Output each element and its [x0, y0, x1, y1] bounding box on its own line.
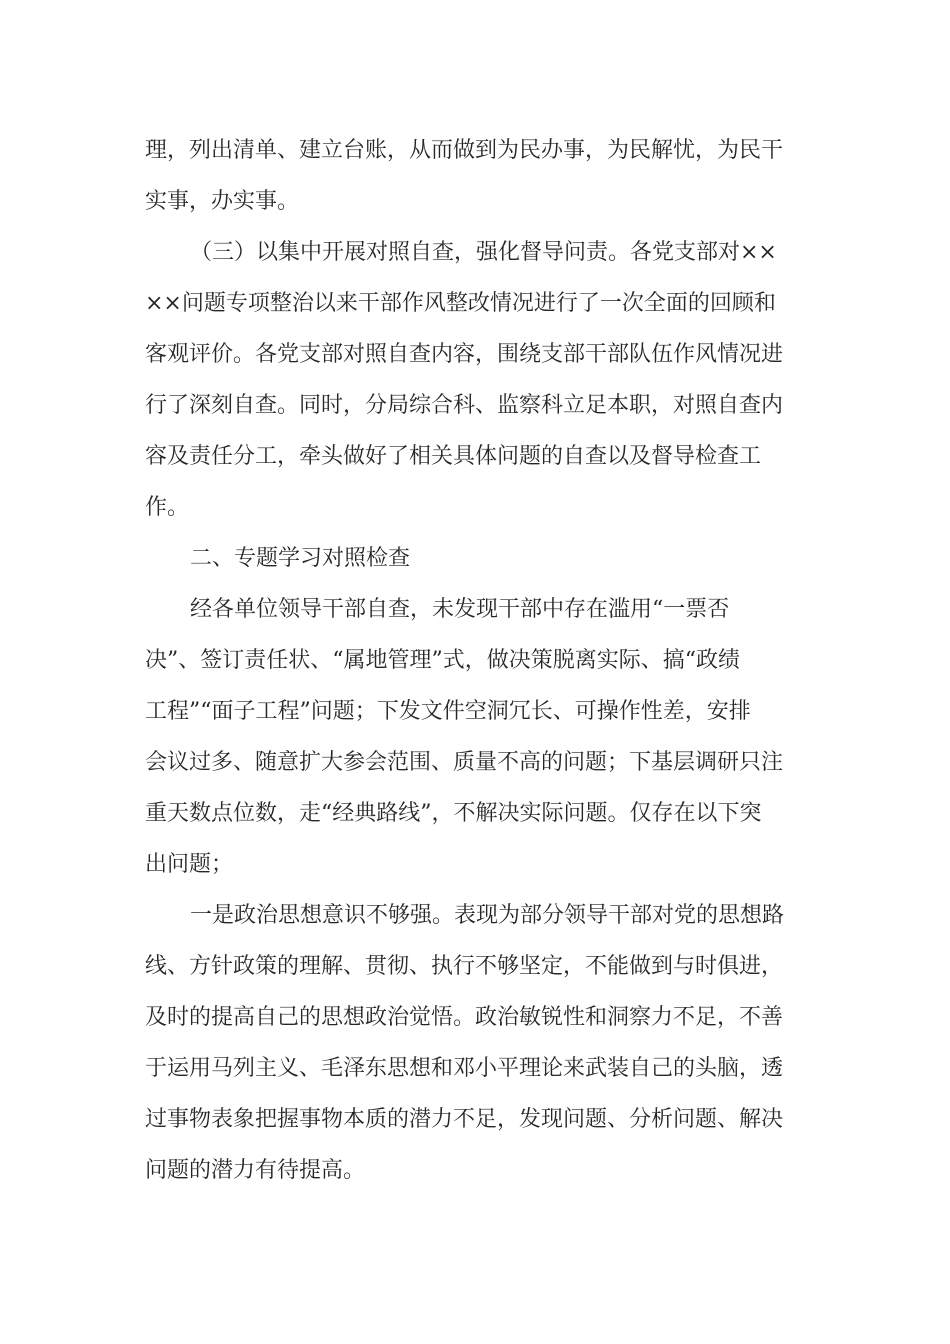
text-line: ××问题专项整治以来干部作风整改情况进行了一次全面的回顾和 [145, 291, 776, 316]
text-line: 经各单位领导干部自查，未发现干部中存在滥用“一票否 [190, 597, 730, 622]
text-line: 行了深刻自查。同时，分局综合科、监察科立足本职，对照自查内 [145, 393, 784, 418]
text-line: 作。 [145, 495, 190, 520]
text-line: 实事，办实事。 [145, 189, 300, 214]
text-line: 及时的提高自己的思想政治觉悟。政治敏锐性和洞察力不足，不善 [145, 1005, 784, 1030]
text-line: 会议过多、随意扩大参会范围、质量不高的问题；下基层调研只注 [145, 750, 784, 775]
text-line: 过事物表象把握事物本质的潜力不足，发现问题、分析问题、解决 [145, 1107, 784, 1132]
text-line: 客观评价。各党支部对照自查内容，围绕支部干部队伍作风情况进 [145, 342, 784, 367]
text-line: 问题的潜力有待提高。 [145, 1158, 366, 1183]
text-line: 一是政治思想意识不够强。表现为部分领导干部对党的思想路 [190, 903, 785, 928]
text-line: 工程”“面子工程”问题；下发文件空洞冗长、可操作性差，安排 [145, 699, 751, 724]
text-line: 容及责任分工，牵头做好了相关具体问题的自查以及督导检查工 [145, 444, 762, 469]
text-line: 线、方针政策的理解、贯彻、执行不够坚定，不能做到与时俱进， [145, 954, 784, 979]
section-heading: 二、专题学习对照检查 [190, 546, 411, 571]
text-line: 决”、签订责任状、“属地管理”式，做决策脱离实际、搞“政绩 [145, 648, 740, 673]
text-line: 于运用马列主义、毛泽东思想和邓小平理论来武装自己的头脑，透 [145, 1056, 784, 1081]
text-line: 理，列出清单、建立台账，从而做到为民办事，为民解忧，为民干 [145, 138, 784, 163]
text-line: 重天数点位数，走“经典路线”，不解决实际问题。仅存在以下突 [145, 801, 762, 826]
text-line: （三）以集中开展对照自查，强化督导问责。各党支部对×× [190, 240, 777, 265]
text-line: 出问题； [145, 852, 234, 877]
